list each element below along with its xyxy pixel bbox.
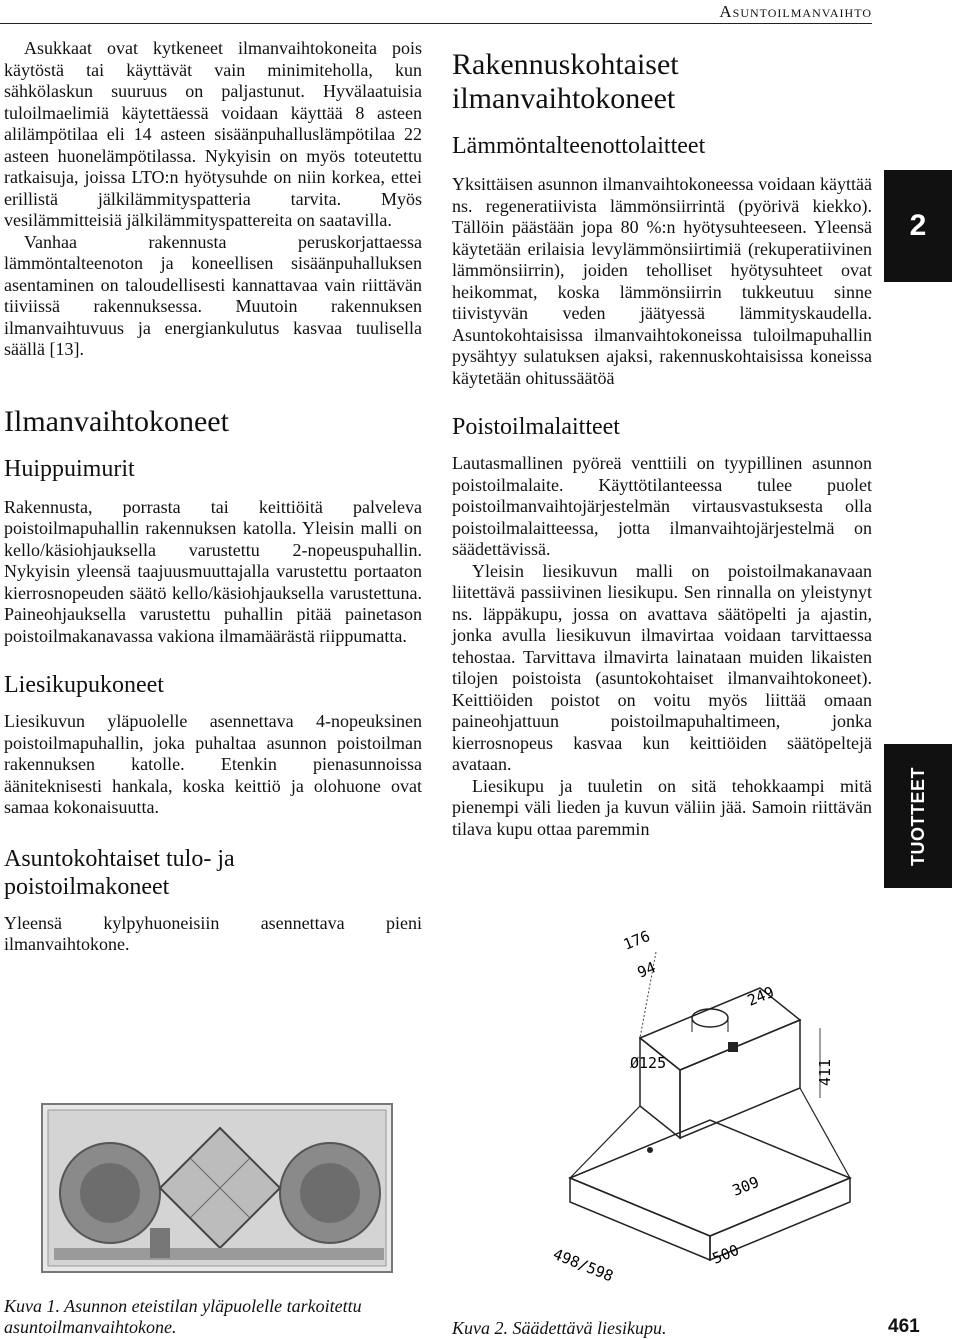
dim-249-label: 249 [744, 982, 777, 1010]
running-header: Asuntoilmanvaihto [719, 2, 872, 21]
asuntokohtaiset-paragraph: Yleensä kylpyhuoneisiin asennettava pieni ilmanvaihtokone. [4, 912, 422, 954]
figure-2-caption: Kuva 2. Säädettävä liesikupu. [452, 1318, 667, 1338]
figure-1-caption: Kuva 1. Asunnon eteistilan yläpuolelle tarkoitettu asuntoilmanvaihtokone. [4, 1296, 362, 1337]
section-tab-label: TUOTTEET [907, 766, 928, 866]
heading-poistoilmalaitteet: Poistoilmalaitteet [452, 414, 620, 440]
dim-411-label: 411 [816, 1058, 834, 1086]
dim-0125-label: Ø125 [630, 1054, 667, 1072]
huippuimurit-paragraph: Rakennusta, porrasta tai keittiöitä palveleva poistoilmapuhallin rakennuksen katolla. Yleisin malli on kello/käsiohjauksella varustettu 2-nopeuspuhallin. Nykyisin yleensä taajuusmuuttajalla varustettu portaaton kierrosnopeuden säätö kello/käsiohjauksella varustettuna. Paineohjauksella varustettu puhallin pitää painetason poistoilmakanavassa vakiona ilmamäärästä riippumatta. [4, 496, 422, 646]
heading-asuntokohtaiset: Asuntokohtaiset tulo- ja poistoilmakoneet [4, 845, 235, 900]
heading-liesikupukoneet: Liesikupukoneet [4, 672, 164, 698]
chapter-number-tab: 2 [884, 170, 952, 282]
heading-lammontalteenotto: Lämmöntalteenottolaitteet [452, 133, 706, 159]
ventilation-unit-photo [40, 1098, 400, 1276]
page-number: 461 [888, 1316, 920, 1337]
right-column [452, 48, 872, 840]
intro-paragraph-2: Vanhaa rakennusta peruskorjattaessa lämmöntalteenoton ja koneellisen sisäänpuhalluksen asentaminen on taloudellisesti kannattavaa vain riittävän tiiviissä rakennuksessa. Muutoin rakennuksen ilmanvaihtuvuus ja energiankulutus kasvaa tuulisella säällä [13]. [4, 231, 422, 359]
range-hood-drawing [550, 926, 860, 1286]
intro-paragraph-1: Asukkaat ovat kytkeneet ilmanvaihtokoneita pois käytöstä tai käyttävät vain minimiteholla, kun sähkölaskun suuruus on paljastunut. Hyvälaatuisia tuloilmaelimiä käytettäessä voidaan käyttää 8 asteen alilämpötilaa eli 14 asteen sisäänpuhalluslämpötilaa 22 asteen huonelämpötilassa. Nykyisin on myös toteutettu ratkaisuja, joissa LTO:n hyötysuhde on niin korkea, ettei erillistä jälkilämmityspatteria tarvita. Myös vesilämmitteisiä jälkilämmityspattereita on saatavilla. [4, 38, 422, 230]
dim-94-label: 94 [634, 958, 659, 982]
header-rule [0, 23, 872, 24]
dim-500-label: 500 [709, 1240, 742, 1268]
heading-rakennuskohtaiset: Rakennuskohtaiset ilmanvaihtokoneet [452, 48, 679, 115]
section-tab-tuotteet [884, 744, 952, 888]
dim-498-598-label: 498/598 [550, 1245, 616, 1286]
heading-ilmanvaihtokoneet: Ilmanvaihtokoneet [4, 404, 229, 438]
liesikupukoneet-paragraph: Liesikuvun yläpuolelle asennettava 4-nopeuksinen poistoilmapuhallin, joka puhaltaa asunnon poistoilman rakennuksen katolle. Etenkin pienasunnoissa ääniteknisesti hankala, koska keittiö ja olohuone ovat samaa kokonaisuutta. [4, 711, 422, 817]
left-column [4, 38, 422, 956]
dim-309-label: 309 [729, 1172, 762, 1200]
heading-huippuimurit: Huippuimurit [4, 455, 135, 482]
dim-176-label: 176 [620, 926, 653, 954]
lto-paragraph: Yksittäisen asunnon ilmanvaihtokoneessa voidaan käyttää ns. regeneratiivista lämmönsiirrintä (pyörivä kiekko). Tällöin päästään jopa 80 %:n hyötysuhteeseen. Yleensä käytetään erilaisia levylämmönsiirtimiä (rekuperatiivinen lämmönsiirrin), joiden teholliset hyötysuhteet ovat heikommat, koska lämmönsiirrin tukkeutuu sinne tiivistyvän veden jäätyessä lämmityskaudella. Asuntokohtaisissa ilmanvaihtokoneissa tuloilmapuhallin pysähtyy sulatuksen ajaksi, rakennuskohtaisissa koneissa käytetään ohitussäätöä [452, 174, 872, 388]
poisto-paragraph-1: Lautasmallinen pyöreä venttiili on tyypillinen asunnon poistoilmalaite. Käyttötilanteessa tulee puolet poistoilmanvaihtojärjestelmän virtausvastuksesta olla poistoilmalaitteessa, jotta ilmanvaihtojärjestelmä on säädettävissä. [452, 453, 872, 559]
poisto-paragraph-2: Yleisin liesikuvun malli on poistoilmakanavaan liitettävä passiivinen liesikupu. Sen rinnalla on yleistynyt ns. läppäkupu, jossa on avattava säätöpelti ja ajastin, jonka avulla liesikuvun ilmavirtaa voidaan tarvittaessa tehostaa. Tarvittava ilmavirta lainataan muiden likaisten tilojen poistoista (asuntokohtaiset ilmanvaihtokoneet). Keittiöiden poistot on voitu myös liittää omaan paineohjattuun poistoilmapuhaltimeen, jonka kierrosnopeus kasvaa kun keittiöiden säätöpeltejä avataan. [452, 560, 872, 774]
poisto-paragraph-3: Liesikupu ja tuuletin on sitä tehokkaampi mitä pienempi väli lieden ja kuvun väliin jää. Samoin riittävän tilava kupu ottaa paremmin [452, 775, 872, 839]
